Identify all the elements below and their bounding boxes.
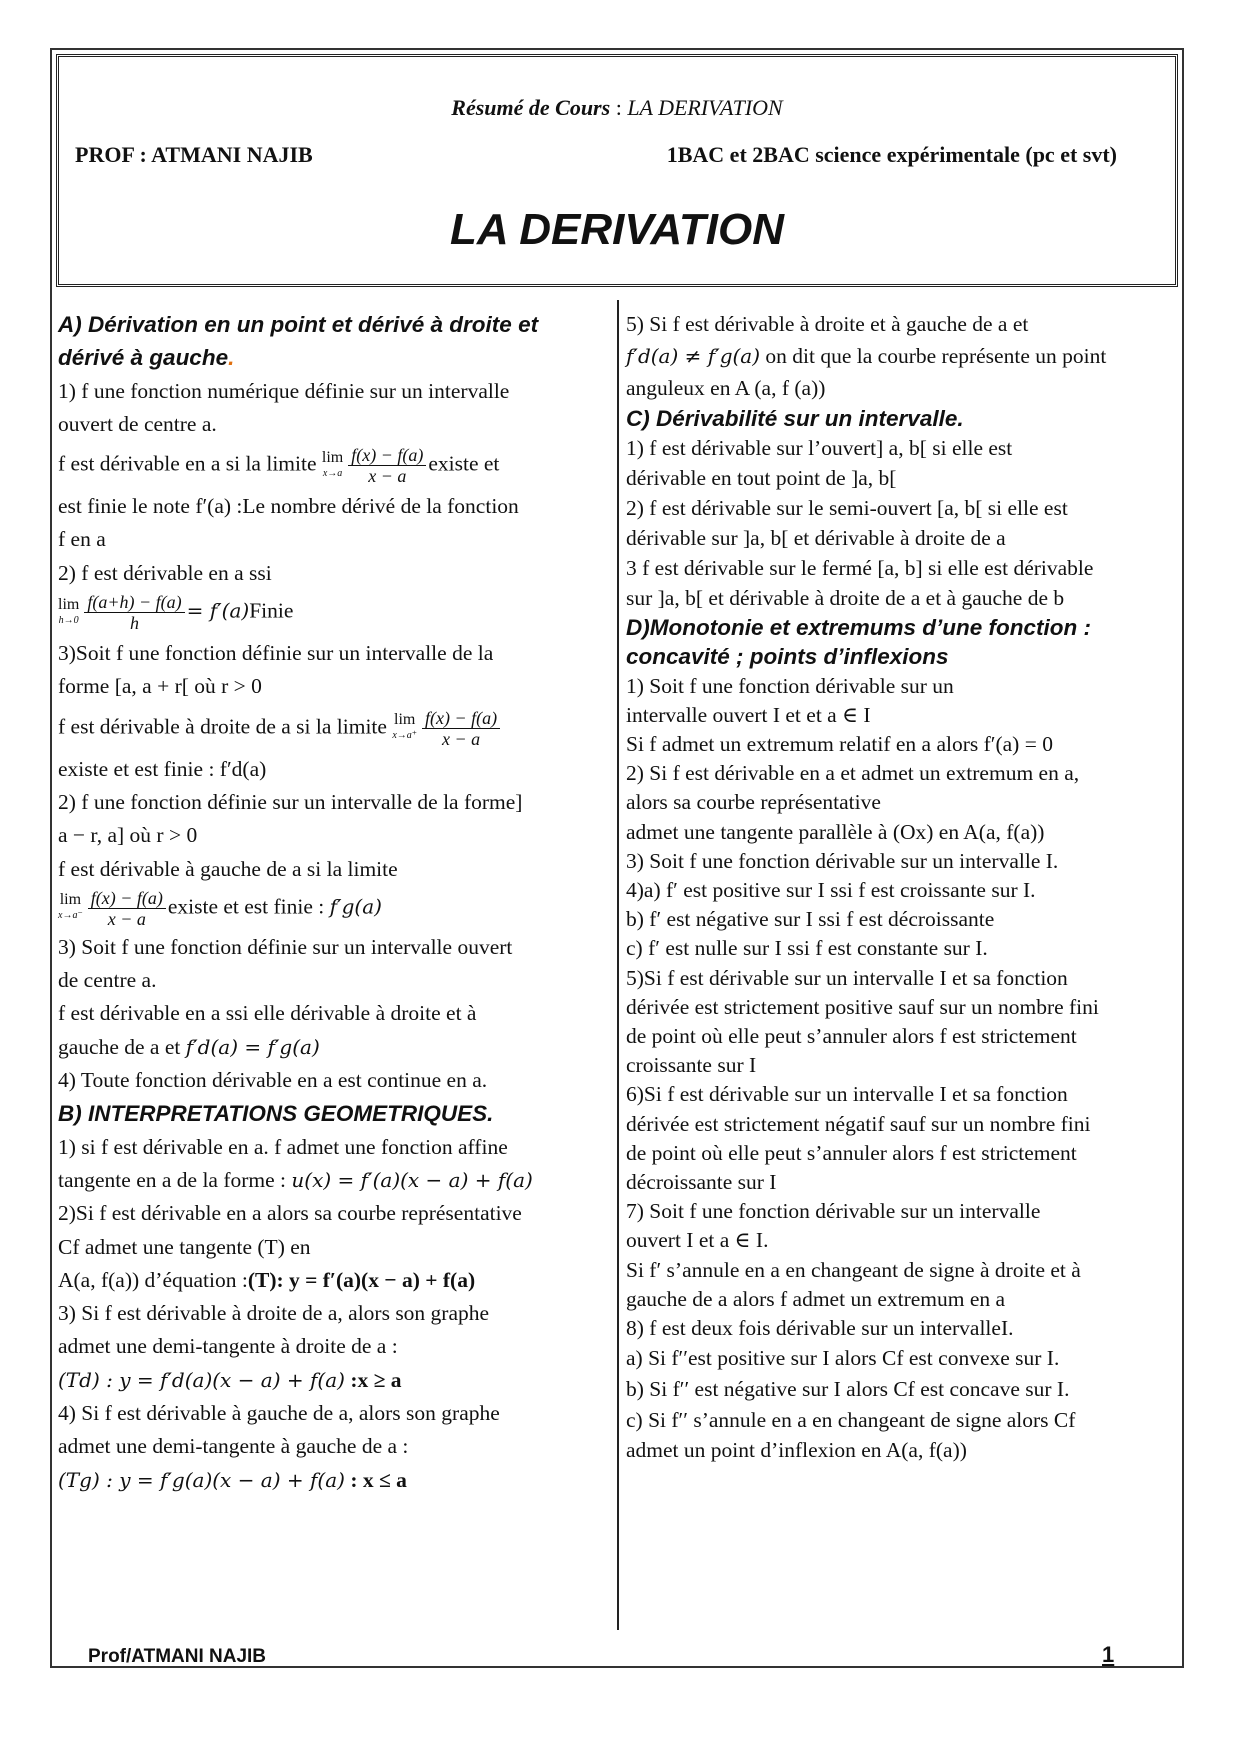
page-number: 1 — [1102, 1642, 1115, 1667]
a5b-line3: anguleux en A (a, f (a)) — [626, 376, 826, 400]
d8-line1: 8) f est deux fois dérivable sur un intervalleI. — [626, 1316, 1014, 1341]
d8-line2: a) Si f′′est positive sur I alors Cf est convexe sur I. — [626, 1346, 1060, 1371]
frac-den: h — [129, 613, 139, 634]
d5-line2: dérivée est strictement positive sauf sur un nombre fini — [626, 994, 1099, 1019]
a1-line1: 1) f une fonction numérique définie sur un intervalle — [58, 378, 510, 403]
b3-line2: admet une demi-tangente à droite de a : — [58, 1334, 398, 1359]
a4-formula — [58, 888, 610, 929]
section-a-title — [58, 308, 610, 375]
b1-line2-text: tangente en a de la forme : — [58, 1167, 287, 1192]
d8-line4: c) Si f′′ s’annule en a en changeant de signe alors Cf — [626, 1408, 1076, 1433]
a4-fg: f′g(a) — [329, 894, 382, 919]
column-divider — [617, 300, 619, 1630]
d5-line1: 5)Si f est dérivable sur un intervalle I et sa fonction — [626, 965, 1068, 990]
frac-num: f(x) − f(a) — [422, 708, 500, 729]
a5-eq: f′d(a) = f′g(a) — [185, 1034, 320, 1059]
a6-line: 4) Toute fonction dérivable en a est continue en a. — [58, 1068, 488, 1093]
d2-line2: alors sa courbe représentative — [626, 790, 881, 815]
a3-line2: forme [a, a + r[ où r > 0 — [58, 674, 262, 699]
a5-line4-text: gauche de a et — [58, 1034, 181, 1059]
b3-eq: (Td) : y = f′d(a)(x − a) + f(a) — [58, 1367, 345, 1392]
d3-line3: b) f′ est négative sur I ssi f est décroissante — [626, 907, 995, 932]
section-a-dot: . — [228, 345, 235, 371]
d1-line2: intervalle ouvert I et et a ∈ I — [626, 702, 871, 727]
limit-sub: x→a⁺ — [392, 730, 418, 742]
frac-num: f(x) − f(a) — [88, 888, 166, 909]
a1-line3-post: existe et — [428, 451, 500, 476]
limit-sub: x→a⁻ — [58, 910, 83, 922]
a2-eq: = f′(a) — [186, 598, 250, 623]
limit-sub: h→0 — [58, 614, 79, 626]
d8-line3: b) Si f′′ est négative sur I alors Cf est concave sur I. — [626, 1377, 1070, 1402]
b4-formula — [58, 1464, 610, 1497]
b4-line2: admet une demi-tangente à gauche de a : — [58, 1434, 409, 1459]
limit-symbol: lim x→a⁺ — [392, 712, 417, 744]
footer-author: Prof/ATMANI NAJIB — [88, 1646, 267, 1667]
d6-line2: dérivée est strictement négatif sauf sur un nombre fini — [626, 1111, 1091, 1136]
b4-eq: (Tg) : y = f′g(a)(x − a) + f(a) — [58, 1467, 345, 1492]
a4-line2: a − r, a] où r > 0 — [58, 823, 198, 848]
resume-colon: : — [610, 95, 628, 120]
a1-line2: ouvert de centre a. — [58, 411, 217, 436]
d7-line3: Si f′ s’annule en a en changeant de signe à droite et à — [626, 1257, 1081, 1282]
a5-line1: 3) Soit f une fonction définie sur un intervalle ouvert — [58, 934, 513, 959]
c1-line2: dérivable en tout point de ]a, b[ — [626, 466, 897, 491]
frac-num: f(x) − f(a) — [348, 445, 426, 466]
a2-formula — [58, 592, 610, 633]
a4-line3: f est dérivable à gauche de a si la limite — [58, 856, 398, 881]
section-a-text: A) Dérivation en un point et dérivé à droite et dérivé à gauche — [58, 312, 539, 371]
left-column — [58, 308, 610, 1497]
a4-post: existe et est finie : — [167, 894, 325, 919]
header-box — [56, 54, 1178, 287]
a3-line3-text: f est dérivable à droite de a si la limite — [58, 714, 387, 739]
a5b-line2 — [626, 340, 1178, 372]
d6-line1: 6)Si f est dérivable sur un intervalle I et sa fonction — [626, 1082, 1068, 1107]
section-d-title-2: concavité ; points d’inflexions — [626, 644, 949, 670]
limit-symbol: lim x→a⁻ — [58, 892, 83, 924]
h-quotient — [84, 592, 184, 633]
b3-line1: 3) Si f est dérivable à droite de a, alors son graphe — [58, 1301, 490, 1326]
d3-line4: c) f′ est nulle sur I ssi f est constante sur I. — [626, 936, 988, 961]
frac-den: x − a — [442, 728, 481, 749]
b2-eq: (T): y = f′(a)(x − a) + f(a) — [247, 1267, 476, 1292]
d1-line1: 1) Soit f une fonction dérivable sur un — [626, 673, 954, 698]
a1-line4: est finie le note f′(a) :Le nombre dérivé de la fonction — [58, 494, 519, 519]
frac-den: x − a — [107, 908, 146, 929]
c3-line1: 3 f est dérivable sur le fermé [a, b] si elle est dérivable — [626, 556, 1094, 581]
d2-line3: admet une tangente parallèle à (Ox) en A(a, f(a)) — [626, 819, 1045, 844]
b4-cond: : x ≤ a — [350, 1467, 407, 1492]
b3-cond: :x ≥ a — [350, 1367, 402, 1392]
d3-line1: 3) Soit f une fonction dérivable sur un intervalle I. — [626, 848, 1059, 873]
a5-line2: de centre a. — [58, 968, 157, 993]
a5b-line1: 5) Si f est dérivable à droite et à gauche de a et — [626, 312, 1029, 336]
a3-line3 — [58, 708, 610, 749]
a2-finie: Finie — [249, 598, 294, 623]
a2-line1: 2) f est dérivable en a ssi — [58, 560, 272, 585]
section-c-title: C) Dérivabilité sur un intervalle. — [626, 406, 964, 431]
d2-line1: 2) Si f est dérivable en a et admet un extremum en a, — [626, 761, 1080, 786]
limit-symbol: lim h→0 — [58, 597, 79, 629]
resume-topic: LA DERIVATION — [627, 95, 783, 120]
prof-name: PROF : ATMANI NAJIB — [75, 142, 313, 167]
b1-line2 — [58, 1164, 610, 1197]
d6-line3: de point où elle peut s’annuler alors f est strictement — [626, 1140, 1077, 1165]
b2-line3-text: A(a, f(a)) d’équation : — [58, 1267, 248, 1292]
a3-line4: existe et est finie : f′d(a) — [58, 756, 267, 781]
frac-den: x − a — [368, 466, 407, 487]
right-column — [626, 308, 1178, 1465]
b4-line1: 4) Si f est dérivable à gauche de a, alors son graphe — [58, 1401, 500, 1426]
d8-line5: admet un point d’inflexion en A(a, f(a)) — [626, 1438, 967, 1463]
a1-line3-text: f est dérivable en a si la limite — [58, 451, 317, 476]
d6-line4: décroissante sur I — [626, 1170, 777, 1195]
d5-line3: de point où elle peut s’annuler alors f est strictement — [626, 1024, 1077, 1049]
d1-line3: Si f admet un extremum relatif en a alors f′(a) = 0 — [626, 732, 1053, 757]
a5b-eq: f′d(a) ≠ f′g(a) — [626, 344, 761, 368]
b2-line3 — [58, 1264, 610, 1297]
a5b-post: on dit que la courbe représente un point — [765, 344, 1107, 368]
resume-line — [59, 95, 1175, 121]
a5-line3: f est dérivable en a ssi elle dérivable à droite et à — [58, 1001, 477, 1026]
difference-quotient — [88, 888, 166, 929]
b2-line1: 2)Si f est dérivable en a alors sa courbe représentative — [58, 1201, 522, 1226]
level-label: 1BAC et 2BAC science expérimentale (pc et svt) — [666, 142, 1117, 167]
b1-line1: 1) si f est dérivable en a. f admet une fonction affine — [58, 1134, 508, 1159]
b3-formula — [58, 1364, 610, 1397]
d7-line2: ouvert I et a ∈ I. — [626, 1228, 769, 1253]
c2-line1: 2) f est dérivable sur le semi-ouvert [a, b[ si elle est — [626, 496, 1068, 521]
limit-symbol: lim x→a — [322, 450, 343, 482]
frac-num: f(a+h) − f(a) — [84, 592, 184, 613]
limit-sub: x→a — [322, 467, 343, 479]
a5-line4 — [58, 1031, 610, 1064]
b1-eq: u(x) = f′(a)(x − a) + f(a) — [291, 1167, 533, 1192]
c1-line1: 1) f est dérivable sur l’ouvert] a, b[ si elle est — [626, 436, 1013, 461]
section-d-title-1: D)Monotonie et extremums d’une fonction : — [626, 615, 1091, 641]
a1-line5: f en a — [58, 527, 106, 552]
c2-line2: dérivable sur ]a, b[ et dérivable à droite de a — [626, 526, 1006, 551]
b2-line2: Cf admet une tangente (T) en — [58, 1234, 311, 1259]
d3-line2: 4)a) f′ est positive sur I ssi f est croissante sur I. — [626, 878, 1036, 903]
section-b-title: B) INTERPRETATIONS GEOMETRIQUES. — [58, 1101, 494, 1127]
c3-line2: sur ]a, b[ et dérivable à droite de a et à gauche de b — [626, 586, 1065, 611]
d7-line4: gauche de a alors f admet un extremum en a — [626, 1286, 1006, 1311]
a3-line1: 3)Soit f une fonction définie sur un intervalle de la — [58, 641, 494, 666]
difference-quotient — [348, 445, 426, 486]
a1-line3 — [58, 445, 610, 486]
resume-label: Résumé de Cours — [451, 95, 611, 120]
d5-line4: croissante sur I — [626, 1053, 757, 1078]
d7-line1: 7) Soit f une fonction dérivable sur un intervalle — [626, 1199, 1041, 1224]
page-title: LA DERIVATION — [449, 205, 785, 254]
difference-quotient — [422, 708, 500, 749]
a4-line1: 2) f une fonction définie sur un intervalle de la forme] — [58, 789, 523, 814]
